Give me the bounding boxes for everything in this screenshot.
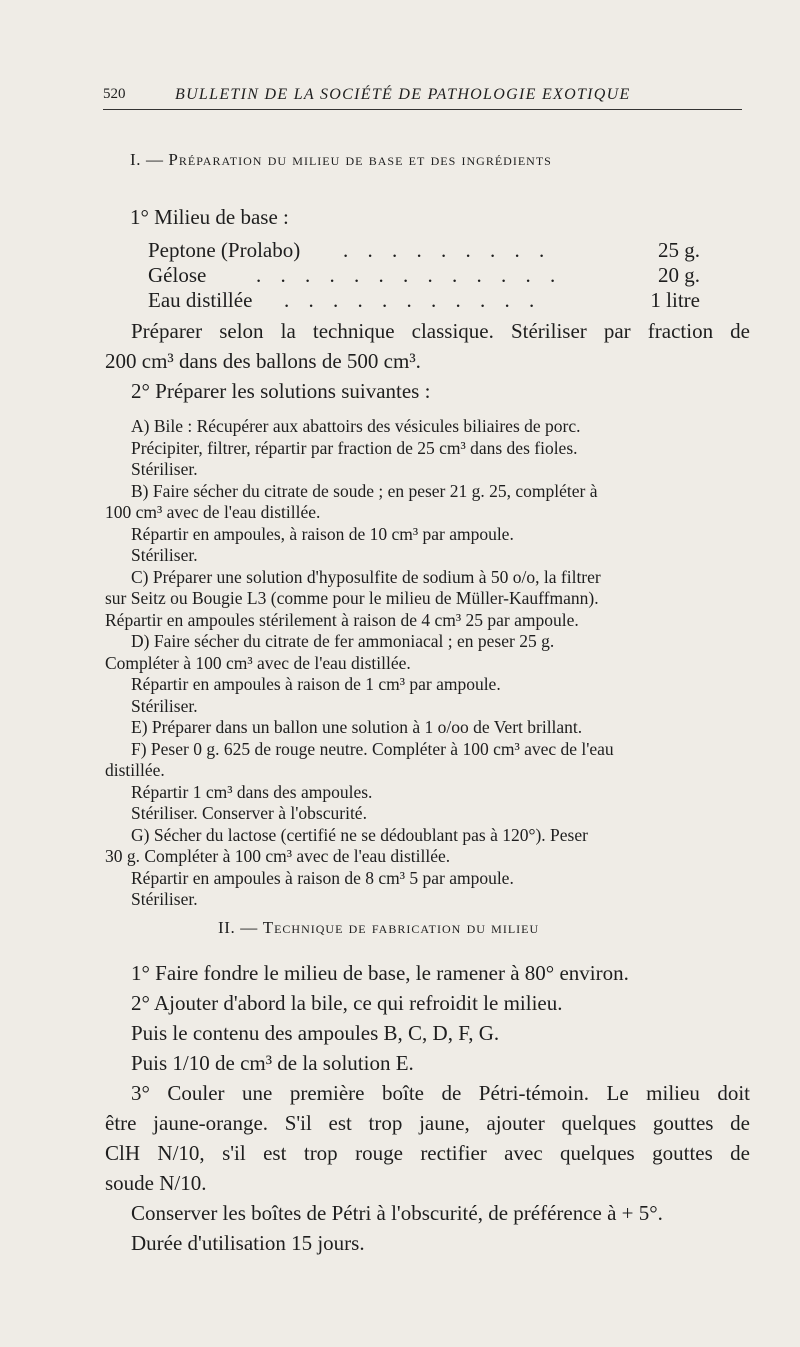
base-medium-heading: 1° Milieu de base : (130, 205, 289, 229)
text-line: Stériliser. (131, 459, 198, 479)
solutions-list (105, 416, 750, 911)
text-line: Compléter à 100 cm³ avec de l'eau distillée. (105, 652, 411, 673)
text-line: 3° Couler une première boîte de Pétri-témoin. Le milieu doit (131, 1081, 750, 1105)
text-line: F) Peser 0 g. 625 de rouge neutre. Compléter à 100 cm³ avec de l'eau (131, 738, 614, 759)
ingredient-quantity: 25 g. (658, 238, 700, 262)
text-line: D) Faire sécher du citrate de fer ammoniacal ; en peser 25 g. (131, 631, 555, 651)
ingredient-leader-dots: . . . . . . . . . (343, 238, 552, 262)
text-line: Durée d'utilisation 15 jours. (131, 1231, 365, 1255)
text-line: Répartir 1 cm³ dans des ampoules. (131, 781, 373, 802)
text-line: Répartir en ampoules à raison de 8 cm³ 5 par ampoule. (131, 867, 514, 888)
ingredient-row (148, 235, 700, 260)
text-line: Répartir en ampoules, à raison de 10 cm³ par ampoule. (131, 523, 514, 544)
ingredient-name: Eau distillée (148, 288, 253, 312)
ingredient-quantity: 20 g. (658, 263, 700, 287)
section-1-heading (130, 150, 552, 170)
ingredient-list (148, 235, 700, 310)
text-line: 2° Ajouter d'abord la bile, ce qui refroidit le milieu. (131, 991, 563, 1015)
text-line: Puis le contenu des ampoules B, C, D, F, G. (131, 1021, 500, 1045)
ingredient-leader-dots: . . . . . . . . . . . . . (256, 263, 563, 287)
text-line: Stériliser. (131, 695, 198, 716)
text-line: Puis 1/10 de cm³ de la solution E. (131, 1051, 414, 1075)
text-line: G) Sécher du lactose (certifié ne se dédoublant pas à 120°). Peser (131, 824, 588, 845)
text-line: 200 cm³ dans des ballons de 500 cm³. (105, 349, 421, 373)
text-line: Précipiter, filtrer, répartir par fraction de 25 cm³ dans des fioles. (131, 437, 578, 458)
text-line: 100 cm³ avec de l'eau distillée. (105, 502, 321, 522)
text-line: être jaune-orange. S'il est trop jaune, ajouter quelques gouttes de (105, 1111, 750, 1135)
ingredient-row (148, 285, 700, 310)
ingredient-name: Peptone (Prolabo) (148, 238, 301, 262)
text-line: Stériliser. Conserver à l'obscurité. (131, 803, 367, 823)
section-1-numeral: I. — (130, 150, 164, 169)
text-line: Préparer selon la technique classique. Stériliser par fraction de (131, 319, 750, 343)
text-line: Stériliser. (131, 889, 198, 909)
running-header (103, 86, 742, 108)
section-2-numeral: II. — (218, 918, 258, 937)
text-line: Répartir en ampoules à raison de 1 cm³ par ampoule. (131, 674, 501, 694)
text-line: distillée. (105, 760, 165, 780)
preparation-paragraph (105, 316, 750, 406)
text-line: ClH N/10, s'il est trop rouge rectifier avec quelques gouttes de (105, 1141, 750, 1165)
text-line: A) Bile : Récupérer aux abattoirs des vésicules biliaires de porc. (131, 416, 581, 436)
ingredient-row (148, 260, 700, 285)
text-line: soude N/10. (105, 1171, 207, 1195)
ingredient-leader-dots: . . . . . . . . . . . (284, 288, 542, 312)
section-2-title: Technique de fabrication du milieu (262, 918, 540, 937)
text-line: 1° Faire fondre le milieu de base, le ramener à 80° environ. (131, 961, 629, 985)
section-2-heading (218, 918, 539, 938)
journal-title: BULLETIN DE LA SOCIÉTÉ DE PATHOLOGIE EXOTIQUE (175, 86, 631, 103)
section-1-title: Préparation du milieu de base et des ingrédients (168, 150, 552, 169)
ingredient-quantity: 1 litre (650, 288, 700, 312)
text-line: sur Seitz ou Bougie L3 (comme pour le milieu de Müller-Kauffmann). (105, 588, 599, 608)
technique-paragraph (105, 958, 750, 1258)
text-line: 30 g. Compléter à 100 cm³ avec de l'eau distillée. (105, 846, 451, 866)
page-number: 520 (103, 86, 126, 102)
text-line: B) Faire sécher du citrate de soude ; en peser 21 g. 25, compléter à (131, 480, 598, 501)
text-line: E) Préparer dans un ballon une solution à 1 o/oo de Vert brillant. (131, 717, 583, 737)
text-line: Répartir en ampoules stérilement à raison de 4 cm³ 25 par ampoule. (105, 609, 579, 630)
solutions-heading: 2° Préparer les solutions suivantes : (131, 379, 431, 403)
text-line: Stériliser. (131, 545, 198, 565)
ingredient-name: Gélose (148, 263, 207, 287)
text-line: C) Préparer une solution d'hyposulfite de sodium à 50 o/o, la filtrer (131, 566, 601, 587)
text-line: Conserver les boîtes de Pétri à l'obscurité, de préférence à + 5°. (131, 1201, 663, 1225)
header-rule (103, 109, 742, 110)
